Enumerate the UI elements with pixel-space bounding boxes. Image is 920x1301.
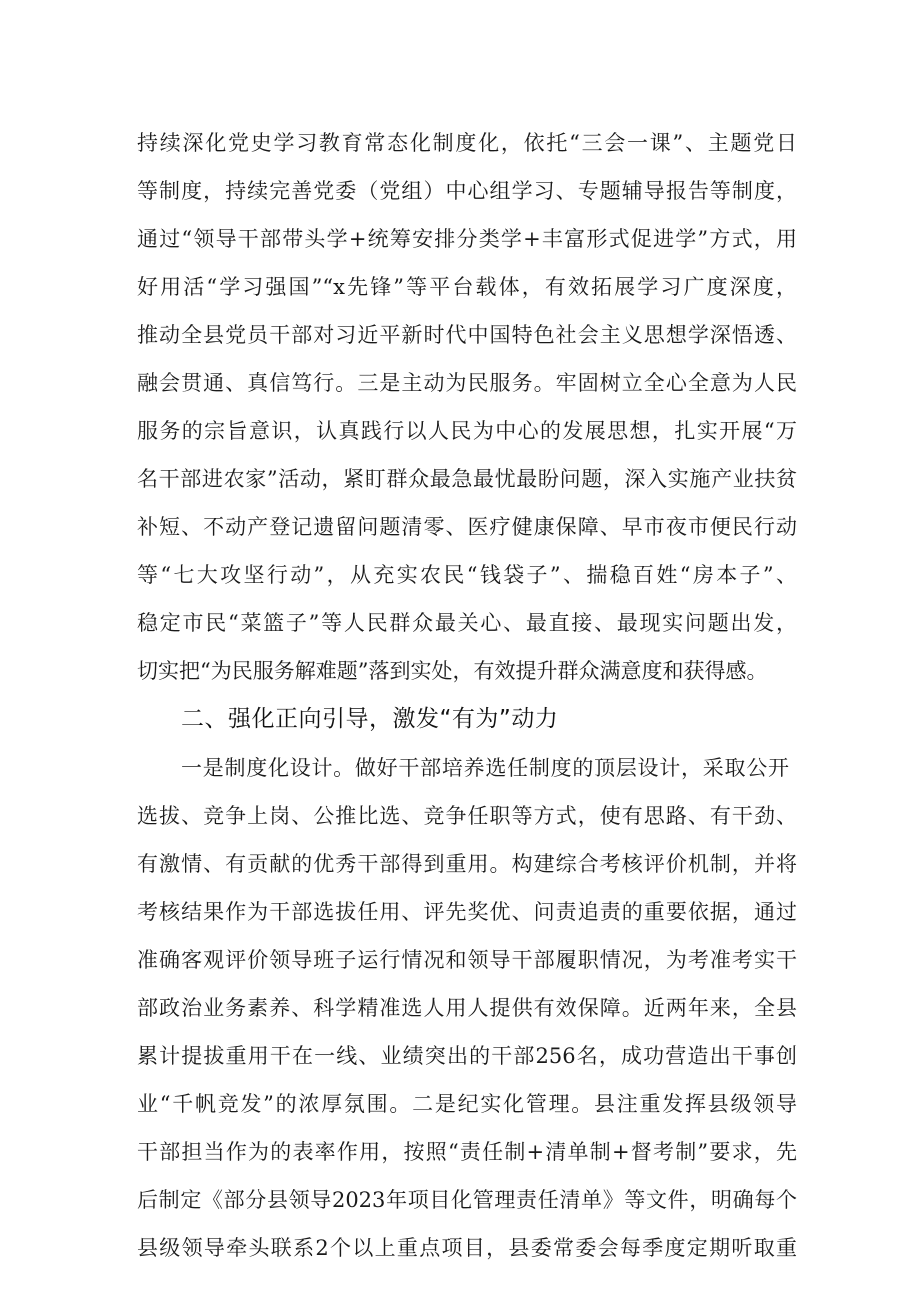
- paragraph-line: 选拔、竞争上岗、公推比选、竞争任职等方式，使有思路、有干劲、: [137, 804, 797, 828]
- paragraph-line: 业“千帆竞发”的浓厚氛围。二是纪实化管理。县注重发挥县级领导: [137, 1092, 797, 1116]
- paragraph-line: 累计提拔重用干在一线、业绩突出的干部256名，成功营造出干事创: [137, 1044, 797, 1068]
- paragraph-line: 切实把“为民服务解难题”落到实处，有效提升群众满意度和获得感。: [137, 659, 768, 683]
- paragraph-line: 融会贯通、真信笃行。三是主动为民服务。牢固树立全心全意为人民: [137, 371, 797, 395]
- paragraph-line: 稳定市民“菜篮子”等人民群众最关心、最直接、最现实问题出发，: [137, 611, 797, 635]
- paragraph-line: 名干部进农家”活动，紧盯群众最急最忧最盼问题，深入实施产业扶贫: [137, 467, 797, 491]
- paragraph-line: 好用活“学习强国”“x先锋”等平台载体，有效拓展学习广度深度，: [137, 275, 797, 299]
- paragraph-line: 后制定《部分县领导2023年项目化管理责任清单》等文件，明确每个: [137, 1188, 797, 1212]
- paragraph-line: 持续深化党史学习教育常态化制度化，依托“三会一课”、主题党日: [137, 131, 797, 155]
- paragraph-line: 等制度，持续完善党委（党组）中心组学习、专题辅导报告等制度，: [137, 179, 797, 203]
- paragraph-line: 补短、不动产登记遗留问题清零、医疗健康保障、早市夜市便民行动: [137, 515, 797, 539]
- paragraph-line: 县级领导牵头联系2个以上重点项目，县委常委会每季度定期听取重: [137, 1236, 797, 1260]
- paragraph-line: 部政治业务素养、科学精准选人用人提供有效保障。近两年来，全县: [137, 996, 797, 1020]
- paragraph-line: 有激情、有贡献的优秀干部得到重用。构建综合考核评价机制，并将: [137, 852, 797, 876]
- section-heading: 二、强化正向引导，激发“有为”动力: [181, 706, 559, 732]
- paragraph-line: 通过“领导干部带头学+统筹安排分类学+丰富形式促进学”方式，用: [137, 227, 797, 251]
- paragraph-line: 等“七大攻坚行动”，从充实农民“钱袋子”、揣稳百姓“房本子”、: [137, 563, 797, 587]
- paragraph-line: 准确客观评价领导班子运行情况和领导干部履职情况，为考准考实干: [137, 948, 797, 972]
- paragraph-line: 推动全县党员干部对习近平新时代中国特色社会主义思想学深悟透、: [137, 323, 797, 347]
- paragraph-line: 一是制度化设计。做好干部培养选任制度的顶层设计，采取公开: [181, 756, 789, 780]
- paragraph-line: 干部担当作为的表率作用，按照“责任制+清单制+督考制”要求，先: [137, 1140, 797, 1164]
- paragraph-line: 服务的宗旨意识，认真践行以人民为中心的发展思想，扎实开展“万: [137, 419, 797, 443]
- paragraph-line: 考核结果作为干部选拔任用、评先奖优、问责追责的重要依据，通过: [137, 900, 797, 924]
